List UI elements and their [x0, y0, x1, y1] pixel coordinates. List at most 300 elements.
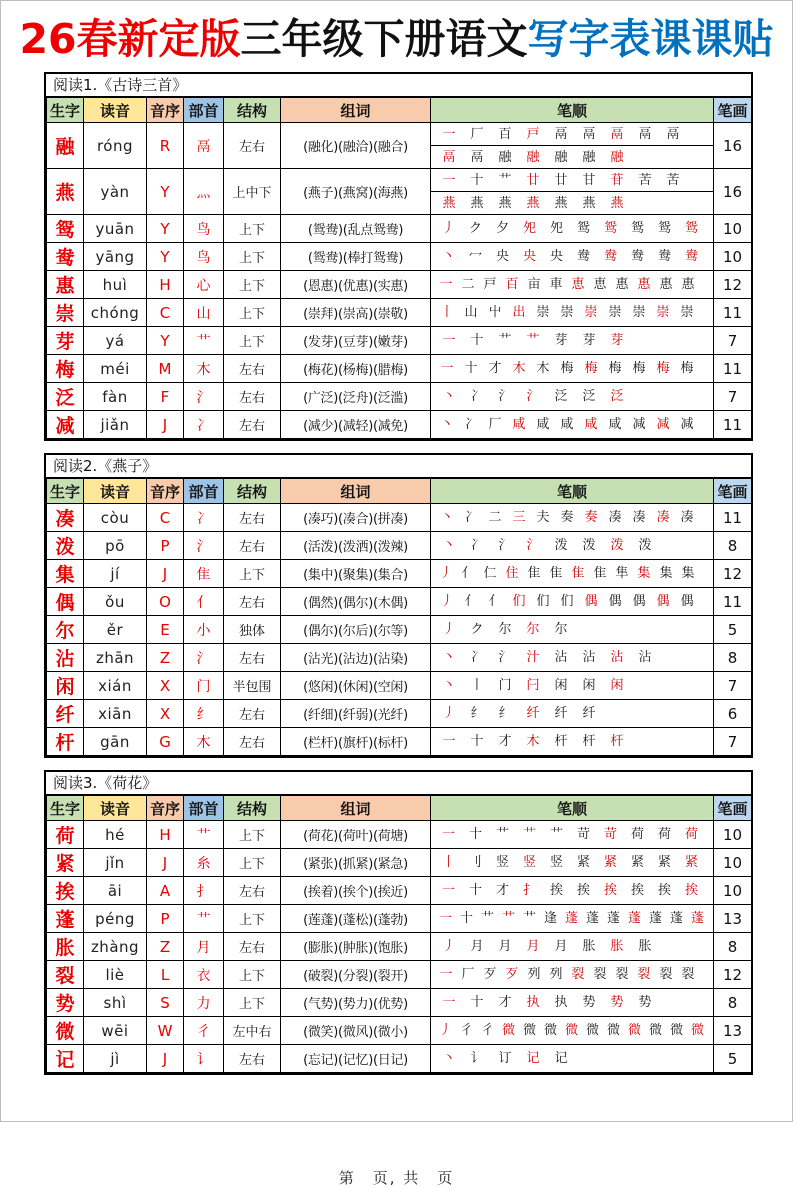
- stroke-step: 央: [549, 249, 563, 265]
- stroke-step: 执: [526, 995, 540, 1011]
- table-row: [47, 700, 752, 728]
- stroke-step: 厂: [470, 126, 484, 142]
- stroke-step: 荷: [657, 827, 671, 843]
- stroke-step: 门: [498, 678, 512, 694]
- radical-cell: 氵: [184, 383, 224, 411]
- stroke-step: 十: [468, 883, 482, 899]
- stroke-step: 燕: [470, 195, 484, 211]
- stroke-step: 戸: [483, 277, 497, 293]
- pinyin-cell: gān: [84, 728, 147, 756]
- stroke-step: 月: [526, 939, 540, 955]
- stroke-step: 丶: [442, 538, 456, 554]
- stroke-step: 冫: [464, 417, 478, 433]
- stroke-count-cell: 10: [714, 243, 752, 271]
- stroke-step: 一: [441, 827, 455, 843]
- structure-cell: 左右: [224, 588, 281, 616]
- stroke-step: 紧: [657, 855, 671, 871]
- stroke-step: 丿: [438, 1023, 452, 1039]
- char-cell: 泼: [47, 532, 84, 560]
- stroke-count-cell: 8: [714, 933, 752, 961]
- stroke-step: 凑: [632, 510, 646, 526]
- stroke-order-strip: [431, 623, 713, 636]
- stroke-step: 杆: [554, 734, 568, 750]
- table-row: [47, 672, 752, 700]
- stroke-order-cell: [431, 411, 714, 439]
- stroke-step: 竖: [549, 855, 563, 871]
- table-row: [47, 616, 752, 644]
- stroke-step: 竖: [495, 855, 509, 871]
- stroke-order-strip: [431, 306, 713, 319]
- stroke-order-cell: [431, 355, 714, 383]
- stroke-step: 挨: [549, 883, 563, 899]
- stroke-step: 月: [470, 939, 484, 955]
- pinyin-cell: zhān: [84, 644, 147, 672]
- stroke-count-cell: 10: [714, 877, 752, 905]
- char-grid: [46, 97, 752, 439]
- stroke-step: 夗: [549, 221, 563, 237]
- stroke-step: 微: [501, 1023, 515, 1039]
- stroke-step: 梅: [632, 361, 646, 377]
- pinyin-cell: róng: [84, 123, 147, 169]
- words-cell: (减少)(减轻)(减免): [281, 411, 431, 439]
- stroke-step: 刂: [468, 855, 482, 871]
- stroke-order-strip: [431, 828, 713, 841]
- stroke-step: 微: [543, 1023, 557, 1039]
- column-header-5: 结构: [224, 98, 281, 123]
- stroke-step: 十: [470, 172, 484, 188]
- stroke-order-strip: [431, 250, 713, 263]
- char-cell: 沾: [47, 644, 84, 672]
- column-header-1: 生字: [47, 796, 84, 821]
- stroke-step: 鸳: [603, 221, 617, 237]
- stroke-step: 偶: [680, 594, 694, 610]
- section-title: 阅读3.《荷花》: [46, 772, 751, 795]
- initial-cell: Z: [147, 644, 184, 672]
- stroke-step: 丶: [440, 417, 454, 433]
- stroke-step: 隹: [549, 566, 563, 582]
- pinyin-cell: xián: [84, 672, 147, 700]
- stroke-step: 梅: [584, 361, 598, 377]
- stroke-step: 闲: [610, 678, 624, 694]
- stroke-step: 隹: [571, 566, 585, 582]
- stroke-order-cell: [431, 215, 714, 243]
- char-cell: 微: [47, 1017, 84, 1045]
- stroke-step: 丶: [442, 678, 456, 694]
- words-cell: (气势)(势力)(优势): [281, 989, 431, 1017]
- stroke-step: 丶: [442, 650, 456, 666]
- header-row: [47, 796, 752, 821]
- column-header-4: 部首: [184, 479, 224, 504]
- stroke-step: 鬲: [470, 149, 484, 165]
- stroke-step: 亻: [488, 594, 502, 610]
- stroke-step: 戸: [526, 126, 540, 142]
- stroke-order-strip: [431, 679, 713, 692]
- column-header-2: 读音: [84, 796, 147, 821]
- stroke-step: 厂: [461, 967, 475, 983]
- stroke-step: 挨: [603, 883, 617, 899]
- radical-cell: 门: [184, 672, 224, 700]
- stroke-order-strip: [431, 735, 713, 748]
- stroke-step: 屮: [488, 305, 502, 321]
- stroke-order-cell: [431, 560, 714, 588]
- column-header-2: 读音: [84, 479, 147, 504]
- stroke-step: 偶: [656, 594, 670, 610]
- stroke-order-strip: [431, 856, 713, 869]
- radical-cell: 亻: [184, 588, 224, 616]
- pinyin-cell: fàn: [84, 383, 147, 411]
- radical-cell: 冫: [184, 504, 224, 532]
- stroke-count-cell: 10: [714, 821, 752, 849]
- column-header-8: 笔画: [714, 479, 752, 504]
- initial-cell: O: [147, 588, 184, 616]
- stroke-step: 微: [606, 1023, 620, 1039]
- stroke-step: 二: [488, 510, 502, 526]
- stroke-step: 甘: [582, 172, 596, 188]
- stroke-step: ク: [468, 221, 482, 237]
- stroke-step: 融: [526, 149, 540, 165]
- pinyin-cell: chóng: [84, 299, 147, 327]
- stroke-step: 彳: [459, 1023, 473, 1039]
- stroke-step: 一: [441, 883, 455, 899]
- stroke-step: 奏: [584, 510, 598, 526]
- stroke-step: 势: [638, 995, 652, 1011]
- char-table: [44, 770, 753, 1075]
- stroke-step: 微: [585, 1023, 599, 1039]
- stroke-step: 闲: [554, 678, 568, 694]
- stroke-step: 蓬: [669, 911, 683, 927]
- stroke-step: 们: [512, 594, 526, 610]
- stroke-order-strip: [431, 278, 713, 291]
- stroke-step: 一: [442, 995, 456, 1011]
- column-header-6: 组词: [281, 796, 431, 821]
- stroke-step: 氵: [526, 538, 540, 554]
- stroke-step: 鸳: [630, 221, 644, 237]
- stroke-count-cell: 11: [714, 588, 752, 616]
- stroke-step: 崇: [560, 305, 574, 321]
- words-cell: (活泼)(泼洒)(泼辣): [281, 532, 431, 560]
- stroke-step: 鬲: [582, 126, 596, 142]
- stroke-step: 崇: [608, 305, 622, 321]
- pinyin-cell: yāng: [84, 243, 147, 271]
- table-row: [47, 905, 752, 933]
- stroke-step: 冫: [470, 650, 484, 666]
- pinyin-cell: huì: [84, 271, 147, 299]
- stroke-step: 蓬: [606, 911, 620, 927]
- stroke-order-strip: [431, 940, 713, 953]
- initial-cell: C: [147, 504, 184, 532]
- char-cell: 杆: [47, 728, 84, 756]
- table-row: [47, 989, 752, 1017]
- stroke-order-cell: [431, 1045, 714, 1073]
- stroke-step: 凑: [680, 510, 694, 526]
- stroke-step: 胀: [638, 939, 652, 955]
- table-row: [47, 588, 752, 616]
- stroke-order-strip: [431, 884, 713, 897]
- stroke-order-strip: [431, 169, 713, 191]
- stroke-order-cell: [431, 877, 714, 905]
- char-cell: 融: [47, 123, 84, 169]
- stroke-order-strip: [431, 145, 713, 168]
- stroke-step: 丿: [440, 594, 454, 610]
- stroke-step: 梅: [656, 361, 670, 377]
- char-cell: 集: [47, 560, 84, 588]
- table-row: [47, 933, 752, 961]
- structure-cell: 上下: [224, 560, 281, 588]
- stroke-step: 苦: [638, 172, 652, 188]
- stroke-step: 沾: [554, 650, 568, 666]
- header-row: [47, 479, 752, 504]
- initial-cell: H: [147, 271, 184, 299]
- stroke-step: 泛: [582, 389, 596, 405]
- table-row: [47, 560, 752, 588]
- stroke-step: 艹: [498, 172, 512, 188]
- pinyin-cell: péng: [84, 905, 147, 933]
- stroke-order-cell: [431, 504, 714, 532]
- stroke-step: 芽: [610, 333, 624, 349]
- initial-cell: Y: [147, 215, 184, 243]
- stroke-step: 偶: [632, 594, 646, 610]
- stroke-order-cell: [431, 700, 714, 728]
- stroke-step: 紧: [576, 855, 590, 871]
- stroke-step: 鸯: [603, 249, 617, 265]
- initial-cell: W: [147, 1017, 184, 1045]
- stroke-step: 列: [527, 967, 541, 983]
- pinyin-cell: āi: [84, 877, 147, 905]
- stroke-count-cell: 12: [714, 560, 752, 588]
- structure-cell: 左右: [224, 728, 281, 756]
- stroke-count-cell: 7: [714, 327, 752, 355]
- words-cell: (纤细)(纤弱)(光纤): [281, 700, 431, 728]
- stroke-order-strip: [431, 334, 713, 347]
- stroke-step: 偶: [584, 594, 598, 610]
- table-row: [47, 383, 752, 411]
- stroke-step: 苛: [603, 827, 617, 843]
- pinyin-cell: wēi: [84, 1017, 147, 1045]
- stroke-step: 势: [610, 995, 624, 1011]
- radical-cell: 冫: [184, 411, 224, 439]
- column-header-4: 部首: [184, 98, 224, 123]
- stroke-count-cell: 5: [714, 616, 752, 644]
- stroke-step: 奏: [560, 510, 574, 526]
- structure-cell: 半包围: [224, 672, 281, 700]
- stroke-step: 鬲: [610, 126, 624, 142]
- stroke-step: 集: [681, 566, 695, 582]
- structure-cell: 上下: [224, 327, 281, 355]
- stroke-order-strip: [431, 511, 713, 524]
- stroke-step: 苛: [576, 827, 590, 843]
- initial-cell: S: [147, 989, 184, 1017]
- stroke-count-cell: 12: [714, 271, 752, 299]
- stroke-order-strip: [431, 707, 713, 720]
- radical-cell: 月: [184, 933, 224, 961]
- radical-cell: 力: [184, 989, 224, 1017]
- stroke-step: 冖: [468, 249, 482, 265]
- pinyin-cell: hé: [84, 821, 147, 849]
- stroke-step: 紧: [684, 855, 698, 871]
- stroke-step: 鸳: [576, 221, 590, 237]
- stroke-step: 艹: [501, 911, 515, 927]
- radical-cell: 木: [184, 355, 224, 383]
- stroke-step: 一: [438, 911, 452, 927]
- stroke-step: 蓬: [585, 911, 599, 927]
- stroke-step: 凑: [656, 510, 670, 526]
- stroke-count-cell: 13: [714, 1017, 752, 1045]
- radical-cell: 木: [184, 728, 224, 756]
- stroke-order-cell: [431, 383, 714, 411]
- radical-cell: 彳: [184, 1017, 224, 1045]
- initial-cell: G: [147, 728, 184, 756]
- stroke-step: 微: [690, 1023, 704, 1039]
- stroke-step: 十: [468, 827, 482, 843]
- column-header-3: 音序: [147, 479, 184, 504]
- stroke-order-strip: [431, 651, 713, 664]
- pinyin-cell: yuān: [84, 215, 147, 243]
- stroke-count-cell: 13: [714, 905, 752, 933]
- pinyin-cell: liè: [84, 961, 147, 989]
- stroke-step: 尔: [498, 622, 512, 638]
- stroke-step: 荷: [630, 827, 644, 843]
- stroke-step: 燕: [442, 195, 456, 211]
- initial-cell: C: [147, 299, 184, 327]
- pinyin-cell: yàn: [84, 169, 147, 215]
- pinyin-cell: còu: [84, 504, 147, 532]
- structure-cell: 左右: [224, 877, 281, 905]
- stroke-step: 鬲: [442, 149, 456, 165]
- stroke-step: 崇: [584, 305, 598, 321]
- stroke-step: 梅: [680, 361, 694, 377]
- initial-cell: Y: [147, 327, 184, 355]
- stroke-step: 丿: [442, 706, 456, 722]
- stroke-step: 记: [554, 1051, 568, 1067]
- stroke-step: 才: [498, 995, 512, 1011]
- stroke-step: 月: [498, 939, 512, 955]
- section-title: 阅读2.《燕子》: [46, 455, 751, 478]
- initial-cell: J: [147, 411, 184, 439]
- stroke-step: 挨: [684, 883, 698, 899]
- radical-cell: 鸟: [184, 215, 224, 243]
- page-title: [1, 15, 792, 63]
- stroke-step: 鸯: [576, 249, 590, 265]
- stroke-step: 梅: [608, 361, 622, 377]
- stroke-step: 蓬: [690, 911, 704, 927]
- stroke-step: 廿: [554, 172, 568, 188]
- stroke-step: 凑: [608, 510, 622, 526]
- table-row: [47, 327, 752, 355]
- table-row: [47, 169, 752, 215]
- stroke-step: 一: [442, 126, 456, 142]
- stroke-step: 氵: [498, 389, 512, 405]
- stroke-step: 艹: [495, 827, 509, 843]
- radical-cell: 隹: [184, 560, 224, 588]
- radical-cell: 艹: [184, 905, 224, 933]
- table-row: [47, 411, 752, 439]
- initial-cell: J: [147, 560, 184, 588]
- radical-cell: 灬: [184, 169, 224, 215]
- section-title: 阅读1.《古诗三首》: [46, 74, 751, 97]
- stroke-step: 减: [632, 417, 646, 433]
- stroke-step: 丿: [442, 939, 456, 955]
- stroke-step: 杆: [610, 734, 624, 750]
- stroke-order-cell: [431, 961, 714, 989]
- char-cell: 燕: [47, 169, 84, 215]
- stroke-order-strip: [431, 567, 713, 580]
- stroke-step: 胀: [582, 939, 596, 955]
- initial-cell: X: [147, 672, 184, 700]
- structure-cell: 左右: [224, 1045, 281, 1073]
- stroke-step: 咸: [608, 417, 622, 433]
- char-table: [44, 453, 753, 758]
- stroke-order-cell: [431, 1017, 714, 1045]
- char-grid: [46, 478, 752, 756]
- stroke-step: 咸: [560, 417, 574, 433]
- radical-cell: 氵: [184, 644, 224, 672]
- stroke-step: 木: [526, 734, 540, 750]
- words-cell: (荷花)(荷叶)(荷塘): [281, 821, 431, 849]
- stroke-step: 泼: [610, 538, 624, 554]
- stroke-order-cell: [431, 989, 714, 1017]
- char-cell: 胀: [47, 933, 84, 961]
- stroke-step: 艹: [526, 333, 540, 349]
- words-cell: (集中)(聚集)(集合): [281, 560, 431, 588]
- words-cell: (紧张)(抓紧)(紧急): [281, 849, 431, 877]
- stroke-step: 才: [495, 883, 509, 899]
- tables-area: [1, 72, 792, 1075]
- table-row: [47, 243, 752, 271]
- stroke-count-cell: 8: [714, 644, 752, 672]
- char-cell: 裂: [47, 961, 84, 989]
- stroke-step: 丿: [442, 622, 456, 638]
- stroke-count-cell: 10: [714, 849, 752, 877]
- stroke-order-cell: [431, 327, 714, 355]
- stroke-step: 微: [627, 1023, 641, 1039]
- initial-cell: L: [147, 961, 184, 989]
- column-header-7: 笔顺: [431, 98, 714, 123]
- stroke-count-cell: 10: [714, 215, 752, 243]
- char-cell: 记: [47, 1045, 84, 1073]
- stroke-step: 丿: [439, 566, 453, 582]
- stroke-step: 亻: [464, 594, 478, 610]
- stroke-step: 荷: [684, 827, 698, 843]
- radical-cell: 扌: [184, 877, 224, 905]
- stroke-step: 央: [495, 249, 509, 265]
- stroke-step: 十: [470, 995, 484, 1011]
- initial-cell: J: [147, 1045, 184, 1073]
- stroke-count-cell: 12: [714, 961, 752, 989]
- stroke-step: 执: [554, 995, 568, 1011]
- words-cell: (崇拜)(崇高)(崇敬): [281, 299, 431, 327]
- stroke-step: 纟: [470, 706, 484, 722]
- radical-cell: 氵: [184, 532, 224, 560]
- stroke-step: 丨: [441, 855, 455, 871]
- char-cell: 惠: [47, 271, 84, 299]
- stroke-order-strip: [431, 418, 713, 431]
- stroke-step: 减: [680, 417, 694, 433]
- radical-cell: 鬲: [184, 123, 224, 169]
- pinyin-cell: ǒu: [84, 588, 147, 616]
- stroke-step: 蓬: [627, 911, 641, 927]
- table-row: [47, 728, 752, 756]
- structure-cell: 左右: [224, 700, 281, 728]
- initial-cell: J: [147, 849, 184, 877]
- stroke-step: 二: [461, 277, 475, 293]
- stroke-step: 闲: [582, 678, 596, 694]
- structure-cell: 上下: [224, 299, 281, 327]
- stroke-step: 崇: [656, 305, 670, 321]
- stroke-step: 車: [549, 277, 563, 293]
- pinyin-cell: xiān: [84, 700, 147, 728]
- stroke-step: 势: [582, 995, 596, 1011]
- stroke-order-cell: [431, 821, 714, 849]
